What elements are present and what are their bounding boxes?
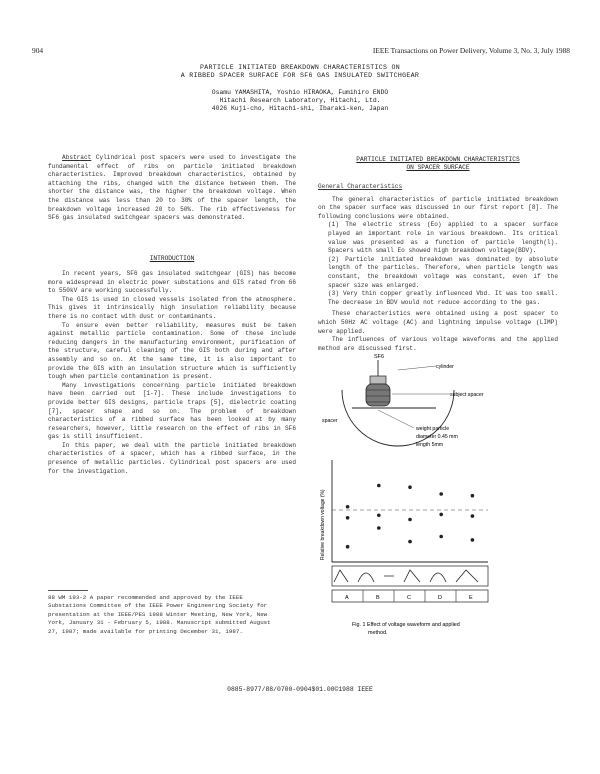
label-particle-2: diameter 0.45 mm xyxy=(416,434,458,440)
conclusion-item: (1) The electric stress (Eo) applied to a spacer surface played an important role in various breakdown. Its critical value was presented as a function of particle length(l). Spacers with small Eo showed high breakdown voltage(BDV). xyxy=(328,221,558,255)
data-point-upper-D xyxy=(439,492,443,496)
author-address: 4026 Kuji-cho, Hitachi-shi, Ibaraki-ken, Japan xyxy=(211,105,389,112)
waveform-strip xyxy=(332,566,488,602)
label-spacer: spacer xyxy=(322,418,338,424)
conclusion-item: (2) Particle initiated breakdown was dominated by absolute length of the particles. Therefore, when particle length was constant, the breakdown voltage was constant, even if the spacer size was enlarged. xyxy=(328,255,558,289)
footnote: 88 WM 193-2 A paper recommended and approved by the IEEE Substations Committee of the IEEE Power Engineering Society for presentation at the IEEE/PES 1988 Winter Meeting, New York, New York, January 31 - February 5, 1988. Manuscript submitted August 27, 1987; made available for printing December 31, 1987. xyxy=(48,594,271,635)
data-point-upper-C xyxy=(408,485,412,489)
data-point-upper-B xyxy=(377,484,381,488)
abstract-label: Abstract xyxy=(62,154,92,161)
data-point-middle-E xyxy=(471,514,475,518)
intro-paragraph: In this paper, we deal with the particle initiated breakdown characteristics of a spacer, which has a ribbed surface, in the presence of metallic particles. Cylindrical post spacers are used for the investigation. xyxy=(48,441,296,475)
case-label: D xyxy=(438,595,442,601)
data-point-middle-D xyxy=(439,513,443,517)
case-label: C xyxy=(407,595,411,601)
figure-caption-line1: Fig. 1 Effect of voltage waveform and applied xyxy=(352,622,460,628)
intro-paragraph: Many investigations concerning particle initiated breakdown have been carried out [1-7]. These include investigations to provide better GIS designs, particle traps [5], dielectric coating [7], spacer shape and so on. The problem of breakdown characteristics of a ribbed surface has been looked at by many researchers, however, little research on the effect of ribs in SF6 gas is still insufficient. xyxy=(48,381,296,441)
conclusion-item: (3) Very thin copper greatly influenced Vbd. It was too small. The decrease in BDV would not reduce according to the gas. xyxy=(328,290,558,306)
section2-heading-line2: ON SPACER SURFACE xyxy=(406,164,470,171)
abstract xyxy=(48,154,296,223)
label-subject-spacer: subject spacer xyxy=(450,392,484,398)
paper-title-line2: A RIBBED SPACER SURFACE FOR SF6 GAS INSULATED SWITCHGEAR xyxy=(180,72,420,79)
data-point-upper-A xyxy=(346,505,350,509)
figure-1 xyxy=(318,350,568,650)
author-affiliation: Hitachi Research Laboratory, Hitachi, Ltd. xyxy=(219,97,381,104)
section2-para: The influences of various voltage waveforms and the applied method are discussed first. xyxy=(318,336,558,352)
data-point-lower-B xyxy=(377,526,381,530)
case-label: B xyxy=(376,595,380,601)
data-point-middle-A xyxy=(346,516,350,520)
intro-paragraph: To ensure even better reliability, measures must be taken against metallic particle contamination. Some of these include reducing dangers in the manufacturing environment, purification of the structure, careful cleaning of the GIS both during and after assembly and so on. At the same time, it is also important to provide the GIS with an insulation structure which is sufficiently tough when particle contamination is present. xyxy=(48,321,296,381)
label-particle-1: weight particle xyxy=(416,426,450,432)
figure-caption-line2: method. xyxy=(368,630,388,636)
label-cylinder: cylinder xyxy=(436,364,454,370)
label-sf6: SF6 xyxy=(374,354,385,360)
introduction-body xyxy=(48,270,296,476)
section2-intro: The general characteristics of particle initiated breakdown on the spacer surface was discussed in our first report [8]. The following conclusions were obtained. xyxy=(318,195,558,220)
data-point-middle-C xyxy=(408,518,412,522)
data-point-lower-E xyxy=(471,538,475,542)
electrode xyxy=(370,376,386,384)
data-point-middle-B xyxy=(377,513,381,517)
case-label: A xyxy=(345,595,349,601)
paper-title-line1: PARTICLE INITIATED BREAKDOWN CHARACTERISTICS ON xyxy=(199,64,401,71)
intro-paragraph: In recent years, SF6 gas insulated switchgear (GIS) has become more widespread in electric power substations and GIS rated from 66 to 550kV are working successfully. xyxy=(48,270,296,295)
intro-paragraph: The GIS is used in closed vessels isolated from the atmosphere. This gives it intrinsically high insulation reliability because there is no contact with dust or contaminants. xyxy=(48,295,296,320)
label-particle-3: length 5mm xyxy=(416,442,444,448)
section2-subheading: General Characteristics xyxy=(318,183,403,190)
data-points xyxy=(346,484,474,549)
section2-body xyxy=(318,183,558,353)
journal-header: IEEE Transactions on Power Delivery, Volume 3, No. 3, July 1988 xyxy=(372,46,570,55)
data-point-lower-D xyxy=(439,535,443,539)
section2-para: These characteristics were obtained using a post spacer to which 50Hz AC voltage (AC) and lightning impulse voltage (LIMP) were applied. xyxy=(318,310,558,335)
y-axis-label: Relative breakdown voltage (%) xyxy=(320,489,326,560)
abstract-text: Cylindrical post spacers were used to investigate the fundamental effect of ribs on particle initiated breakdown characteristics. Improved breakdown characteristics, obtained by attaching the ribs, changed with the distance between them. The shorter the distance was, the higher the breakdown voltage. When the distance was less than 20 to 30% of the spacer length, the breakdown voltage increased 20 to 50%. The rib effectiveness for SF6 gas insulated switchgear spacers was demonstrated. xyxy=(48,154,296,222)
chart xyxy=(320,460,488,562)
data-point-lower-A xyxy=(346,545,350,549)
footnote-rule xyxy=(48,590,88,591)
apparatus-diagram xyxy=(322,354,484,448)
data-point-upper-E xyxy=(471,494,475,498)
case-label: E xyxy=(469,595,473,601)
section2-heading-line1: PARTICLE INITIATED BREAKDOWN CHARACTERISTICS xyxy=(356,156,520,163)
subject-spacer-shape xyxy=(366,384,390,406)
introduction-heading: INTRODUCTION xyxy=(149,255,195,262)
footer-code: 0885-8977/88/0700-0904$01.00©1988 IEEE xyxy=(227,686,373,693)
page-number: 904 xyxy=(32,46,44,55)
data-point-lower-C xyxy=(408,540,412,544)
author-names: Osamu YAMASHITA, Yoshio HIRAOKA, Fumihiro ENDO xyxy=(211,89,389,96)
